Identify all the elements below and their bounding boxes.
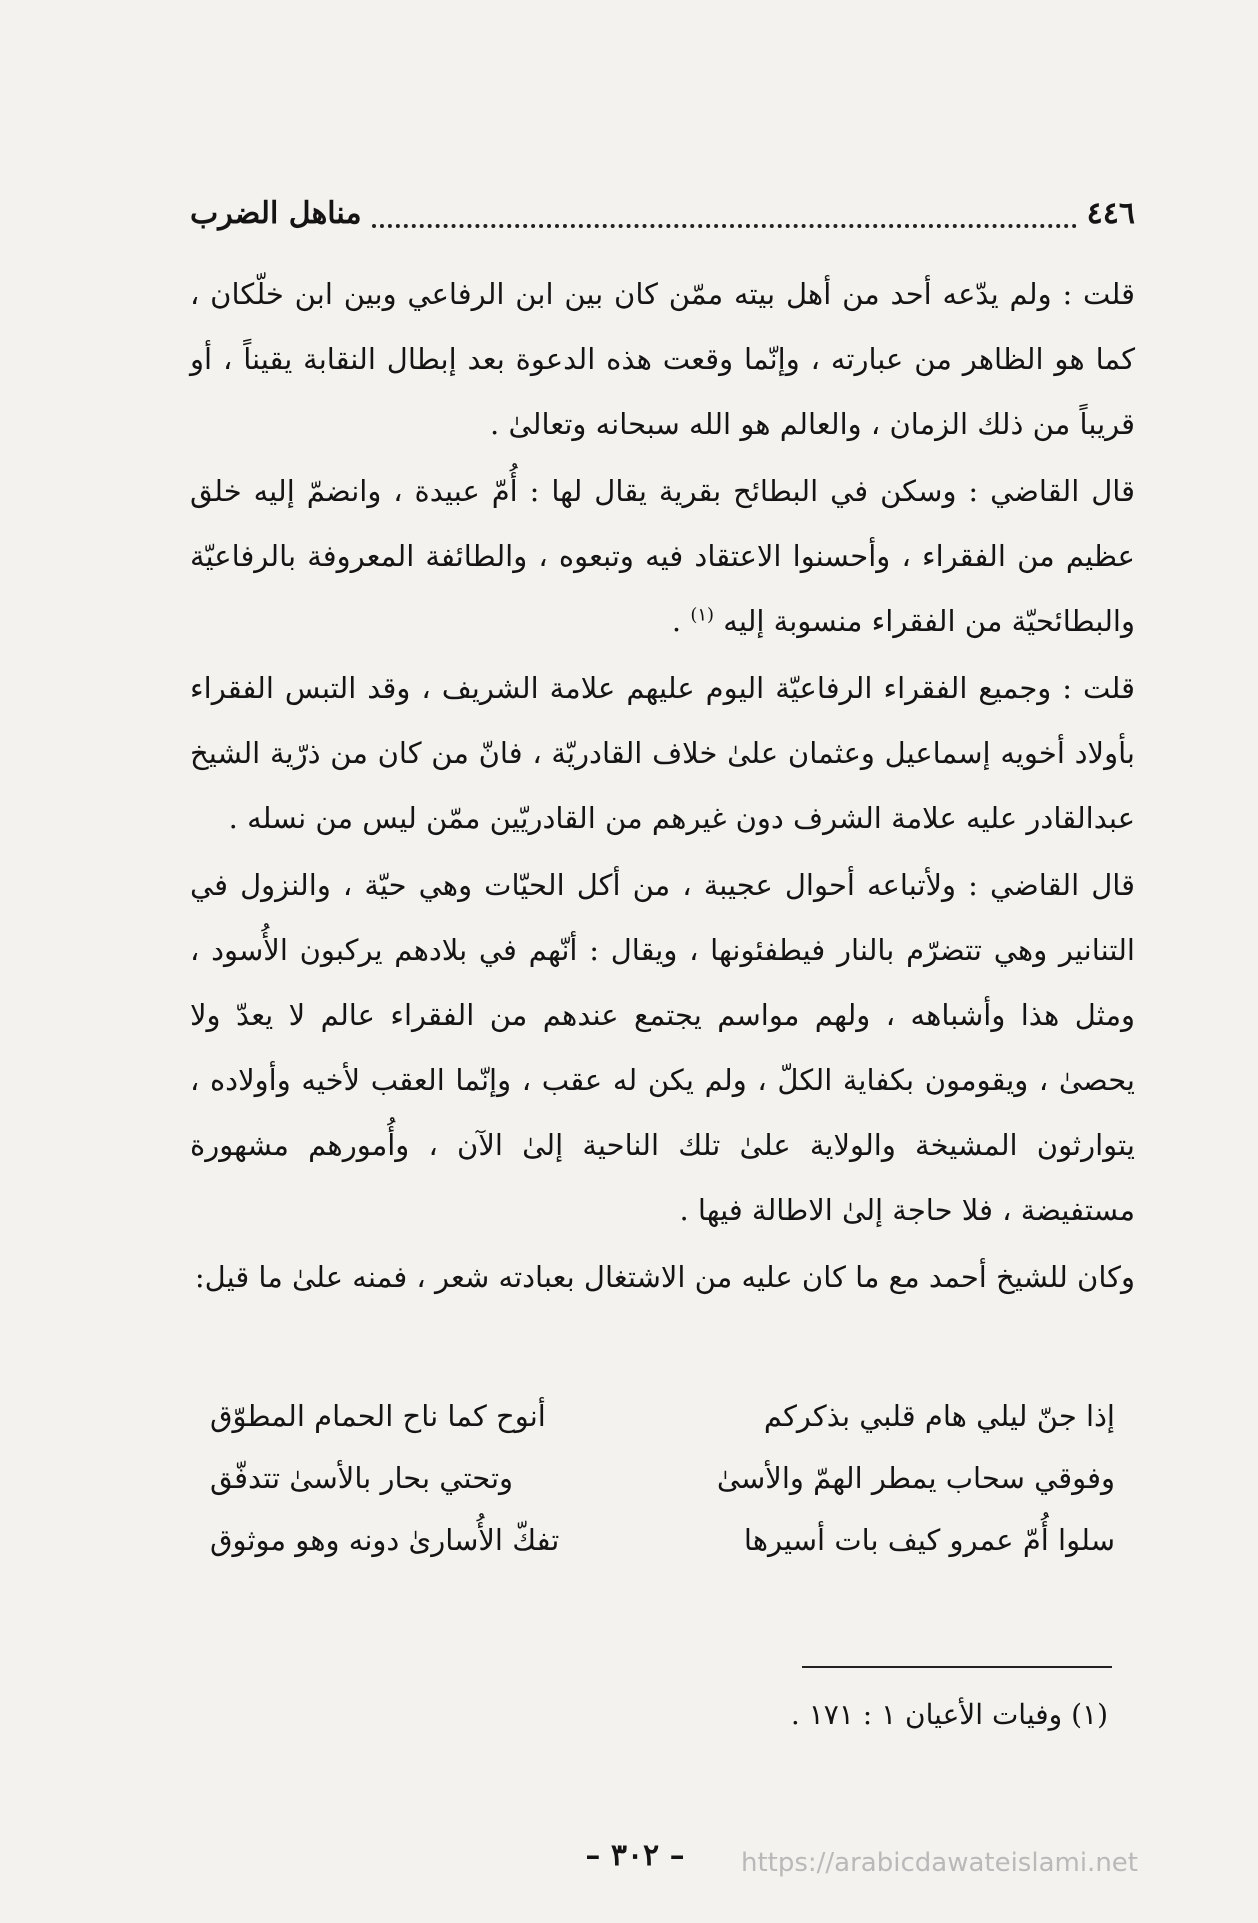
- header-dotted-leader: [372, 194, 1077, 228]
- paragraph-text: وكان للشيخ أحمد مع ما كان عليه من الاشتغال بعبادته شعر ، فمنه علىٰ ما قيل:: [194, 1260, 1135, 1294]
- paragraph-text: قال القاضي : ولأتباعه أحوال عجيبة ، من أكل الحيّات وهي حيّة ، والنزول في التنانير وهي تتضرّم بالنار فيطفئونها ، ويقال : أنّهم في بلادهم يركبون الأُسود ، ومثل هذا وأشباهه ، ولهم مواسم يجتمع عندهم من الفقراء عالم لا يعدّ ولا يحصىٰ ، ويقومون بكفاية الكلّ ، ولم يكن له عقب ، وإنّما العقب لأخيه وأولاده ، يتوارثون المشيخة والولاية علىٰ تلك الناحية إلىٰ الآن ، وأُمورهم مشهورة مستفيضة ، فلا حاجة إلىٰ الاطالة فيها .: [190, 868, 1135, 1227]
- verse-first-hemistich: إذا جنّ ليلي هام قلبي بذكركم: [763, 1399, 1115, 1433]
- footer-page-number: – ٣٠٢ –: [585, 1838, 685, 1873]
- verse-second-hemistich: وتحتي بحار بالأسىٰ تتدفّق: [210, 1461, 514, 1495]
- page-header: [190, 188, 1135, 238]
- paragraph-text: قلت : ولم يدّعه أحد من أهل بيته ممّن كان بين ابن الرفاعي وبين ابن خلّكان ، كما هو الظاهر من عبارته ، وإنّما وقعت هذه الدعوة بعد إبطال النقابة يقيناً ، أو قريباً من ذلك الزمان ، والعالم هو الله سبحانه وتعالىٰ .: [190, 277, 1135, 441]
- paragraph-text: قال القاضي : وسكن في البطائح بقرية يقال لها : أُمّ عبيدة ، وانضمّ إليه خلق عظيم من الفقراء ، وأحسنوا الاعتقاد فيه وتبعوه ، والطائفة المعروفة بالرفاعيّة والبطائحيّة من الفقراء منسوبة إليه: [190, 474, 1135, 638]
- paragraph: [190, 262, 1135, 457]
- paragraph: [190, 656, 1135, 851]
- poem-verse: [210, 1385, 1115, 1447]
- paragraph-text: قلت : وجميع الفقراء الرفاعيّة اليوم عليهم علامة الشريف ، وقد التبس الفقراء بأولاد أخويه إسماعيل وعثمان علىٰ خلاف القادريّة ، فانّ من كان من ذرّية الشيخ عبدالقادر عليه علامة الشرف دون غيرهم من القادريّين ممّن ليس من نسله .: [190, 671, 1135, 835]
- footnote: (١) وفيات الأعيان ١ : ١٧١ .: [790, 1698, 1108, 1731]
- verse-first-hemistich: وفوقي سحاب يمطر الهمّ والأسىٰ: [716, 1461, 1115, 1495]
- header-page-number: ٤٤٦: [1086, 195, 1135, 231]
- body-text: [190, 262, 1135, 1312]
- paragraph: [190, 853, 1135, 1243]
- verse-second-hemistich: أنوح كما ناح الحمام المطوّق: [210, 1399, 546, 1433]
- paragraph: [190, 1245, 1135, 1310]
- paragraph: قال القاضي : وسكن في البطائح بقرية يقال لها : أُمّ عبيدة ، وانضمّ إليه خلق عظيم من الفقراء ، وأحسنوا الاعتقاد فيه وتبعوه ، والطائفة المعروفة بالرفاعيّة والبطائحيّة من الفقراء منسوبة إليه $^{(١)}$ .: [190, 474, 1135, 638]
- verse-first-hemistich: سلوا أُمّ عمرو كيف بات أسيرها: [743, 1523, 1115, 1557]
- verse-second-hemistich: تفكّ الأُسارىٰ دونه وهو موثوق: [210, 1523, 560, 1557]
- poem-verse: [210, 1509, 1115, 1571]
- footnote-reference[interactable]: (١): [690, 604, 715, 626]
- running-title: مناهل الضرب: [190, 195, 362, 231]
- watermark-url[interactable]: https://arabicdawateislami.net: [740, 1848, 1138, 1878]
- poem: [210, 1385, 1115, 1571]
- footnote-divider: [802, 1666, 1112, 1668]
- poem-verse: [210, 1447, 1115, 1509]
